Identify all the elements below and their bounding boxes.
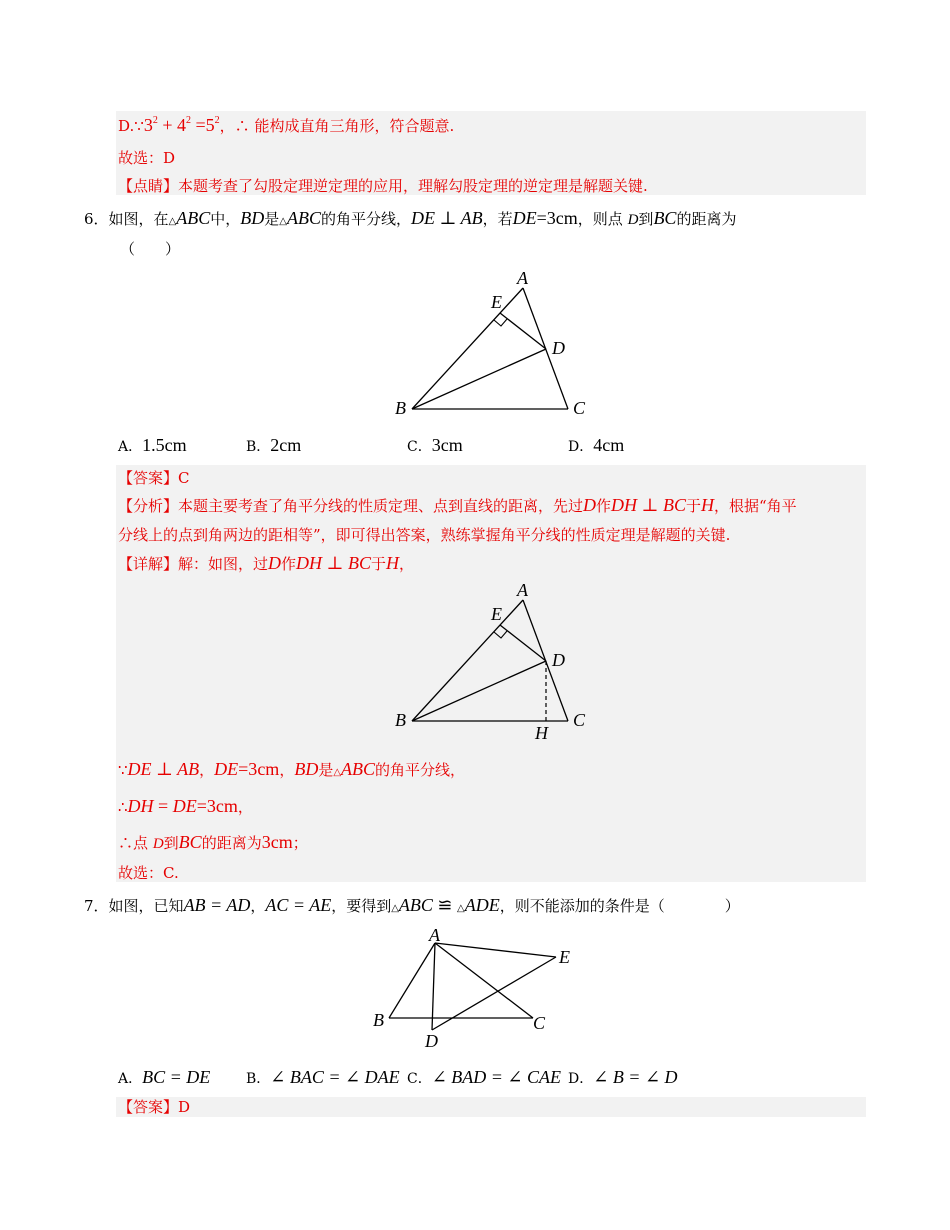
q7-option-a[interactable]: A．BC = DE xyxy=(118,1067,211,1087)
fig1-label-e: E xyxy=(491,292,502,312)
q6-option-d[interactable]: D．4cm xyxy=(568,435,625,455)
fig2-label-h: H xyxy=(535,723,548,743)
q7-fig-label-e: E xyxy=(559,947,570,967)
q7-fig-label-a: A xyxy=(429,925,440,945)
q6-answer: 【答案】C xyxy=(118,469,190,487)
fig1-label-d: D xyxy=(552,338,565,358)
fig2-label-a: A xyxy=(517,580,528,600)
q6-step3: ∴点 D到BC的距离为3cm； xyxy=(118,832,308,852)
q6-stem: 6．如图，在△ABC中，BD是△ABC的角平分线，DE ⊥ AB，若DE=3cm，则点 D到BC的距离为 xyxy=(84,208,737,228)
q7-option-c[interactable]: C．∠ BAD = ∠ CAE xyxy=(407,1067,562,1087)
fig1-label-b: B xyxy=(395,398,406,418)
q6-step1: ∵DE ⊥ AB，DE=3cm，BD是△ABC的角平分线， xyxy=(118,759,466,779)
q6-solution-figure xyxy=(380,576,600,746)
fig2-label-d: D xyxy=(552,650,565,670)
q6-analysis-line1: 【分析】本题主要考查了角平分线的性质定理、点到直线的距离，先过D作DH ⊥ BC于H，根据“角平 xyxy=(118,495,797,515)
q5-choose: 故选：D xyxy=(118,149,176,167)
q7-option-b[interactable]: B．∠ BAC = ∠ DAE xyxy=(246,1067,400,1087)
q7-option-d[interactable]: D．∠ B = ∠ D xyxy=(568,1067,678,1087)
fig2-label-b: B xyxy=(395,710,406,730)
q6-step2: ∴DH = DE=3cm， xyxy=(118,796,253,816)
fig1-label-c: C xyxy=(573,398,586,418)
q6-analysis-line2: 分线上的点到角两边的距相等”，即可得出答案，熟练掌握角平分线的性质定理是解题的关键. xyxy=(118,526,731,544)
q7-answer: 【答案】D xyxy=(118,1098,191,1116)
q7-fig-label-b: B xyxy=(373,1010,384,1030)
q7-fig-label-d: D xyxy=(425,1031,438,1051)
q7-stem: 7．如图，已知AB = AD，AC = AE，要得到△ABC ≌ △ADE，则不能添加的条件是（ ） xyxy=(84,895,740,915)
q6-answer-paren: （ ） xyxy=(120,240,181,258)
fig2-label-e: E xyxy=(491,604,502,624)
q6-figure xyxy=(380,262,600,422)
q6-option-b[interactable]: B．2cm xyxy=(246,435,302,455)
q6-option-c[interactable]: C．3cm xyxy=(407,435,463,455)
q7-figure xyxy=(360,922,590,1052)
q6-option-a[interactable]: A．1.5cm xyxy=(118,435,187,455)
q6-detail-line1: 【详解】解：如图，过D作DH ⊥ BC于H， xyxy=(118,553,415,573)
q5-comment: 【点睛】本题考查了勾股定理逆定理的应用，理解勾股定理的逆定理是解题关键. xyxy=(118,177,648,195)
q5-option-d-reason: $D.\because 3^2 + 4^2 =5^2$，∴ 能构成直角三角形，符合题意. xyxy=(118,115,455,135)
q7-fig-label-c: C xyxy=(533,1013,546,1033)
q6-choose: 故选：C. xyxy=(118,864,179,882)
fig2-label-c: C xyxy=(573,710,586,730)
fig1-label-a: A xyxy=(517,268,528,288)
q7-answer-panel xyxy=(116,1097,866,1117)
